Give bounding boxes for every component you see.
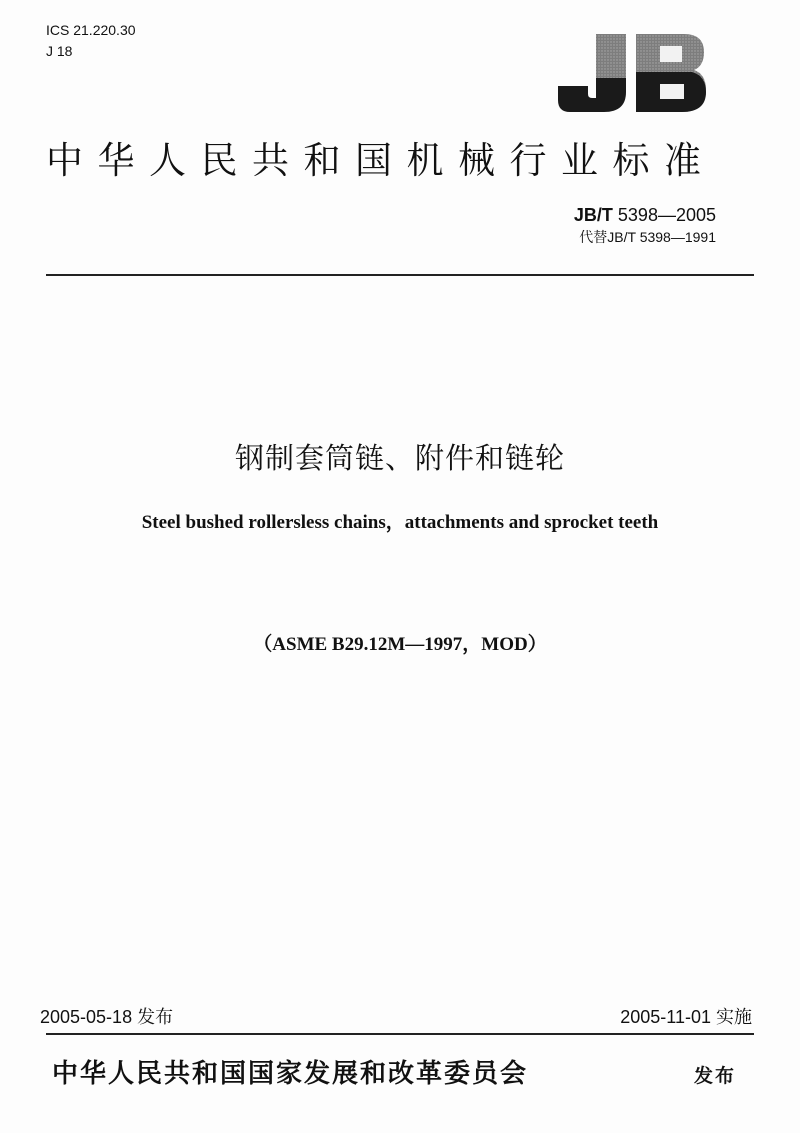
standard-number-value: 5398—2005 [617,205,716,225]
jb-logo [556,32,708,114]
document-title-chinese: 钢制套筒链、附件和链轮 [234,441,565,475]
ics-code: ICS 21.220.30 [46,22,136,38]
issue-date: 2005-05-18 发布 [40,1007,174,1027]
standard-category-title: 中华人民共和国机械行业标准 [46,139,716,182]
implementation-date: 2005-11-01 实施 [620,1007,752,1027]
standard-number-prefix: JB/T [573,205,613,225]
replaces-standard: 代替JB/T 5398—1991 [579,229,716,245]
header-divider [46,274,754,276]
logo-letter-j [558,34,626,112]
ccs-code: J 18 [46,43,73,59]
document-title-english: Steel bushed rollersless chains，attachments and sprocket teeth [141,512,659,533]
adoption-reference: （ASME B29.12M—1997，MOD） [253,634,547,655]
issuing-authority: 中华人民共和国国家发展和改革委员会 [52,1059,529,1089]
standard-code-block [574,203,716,247]
logo-letter-b [636,34,706,112]
classification-codes [46,20,136,62]
standard-number [574,203,716,227]
issuing-authority-suffix: 发布 [694,1065,737,1087]
footer-divider [46,1033,754,1035]
